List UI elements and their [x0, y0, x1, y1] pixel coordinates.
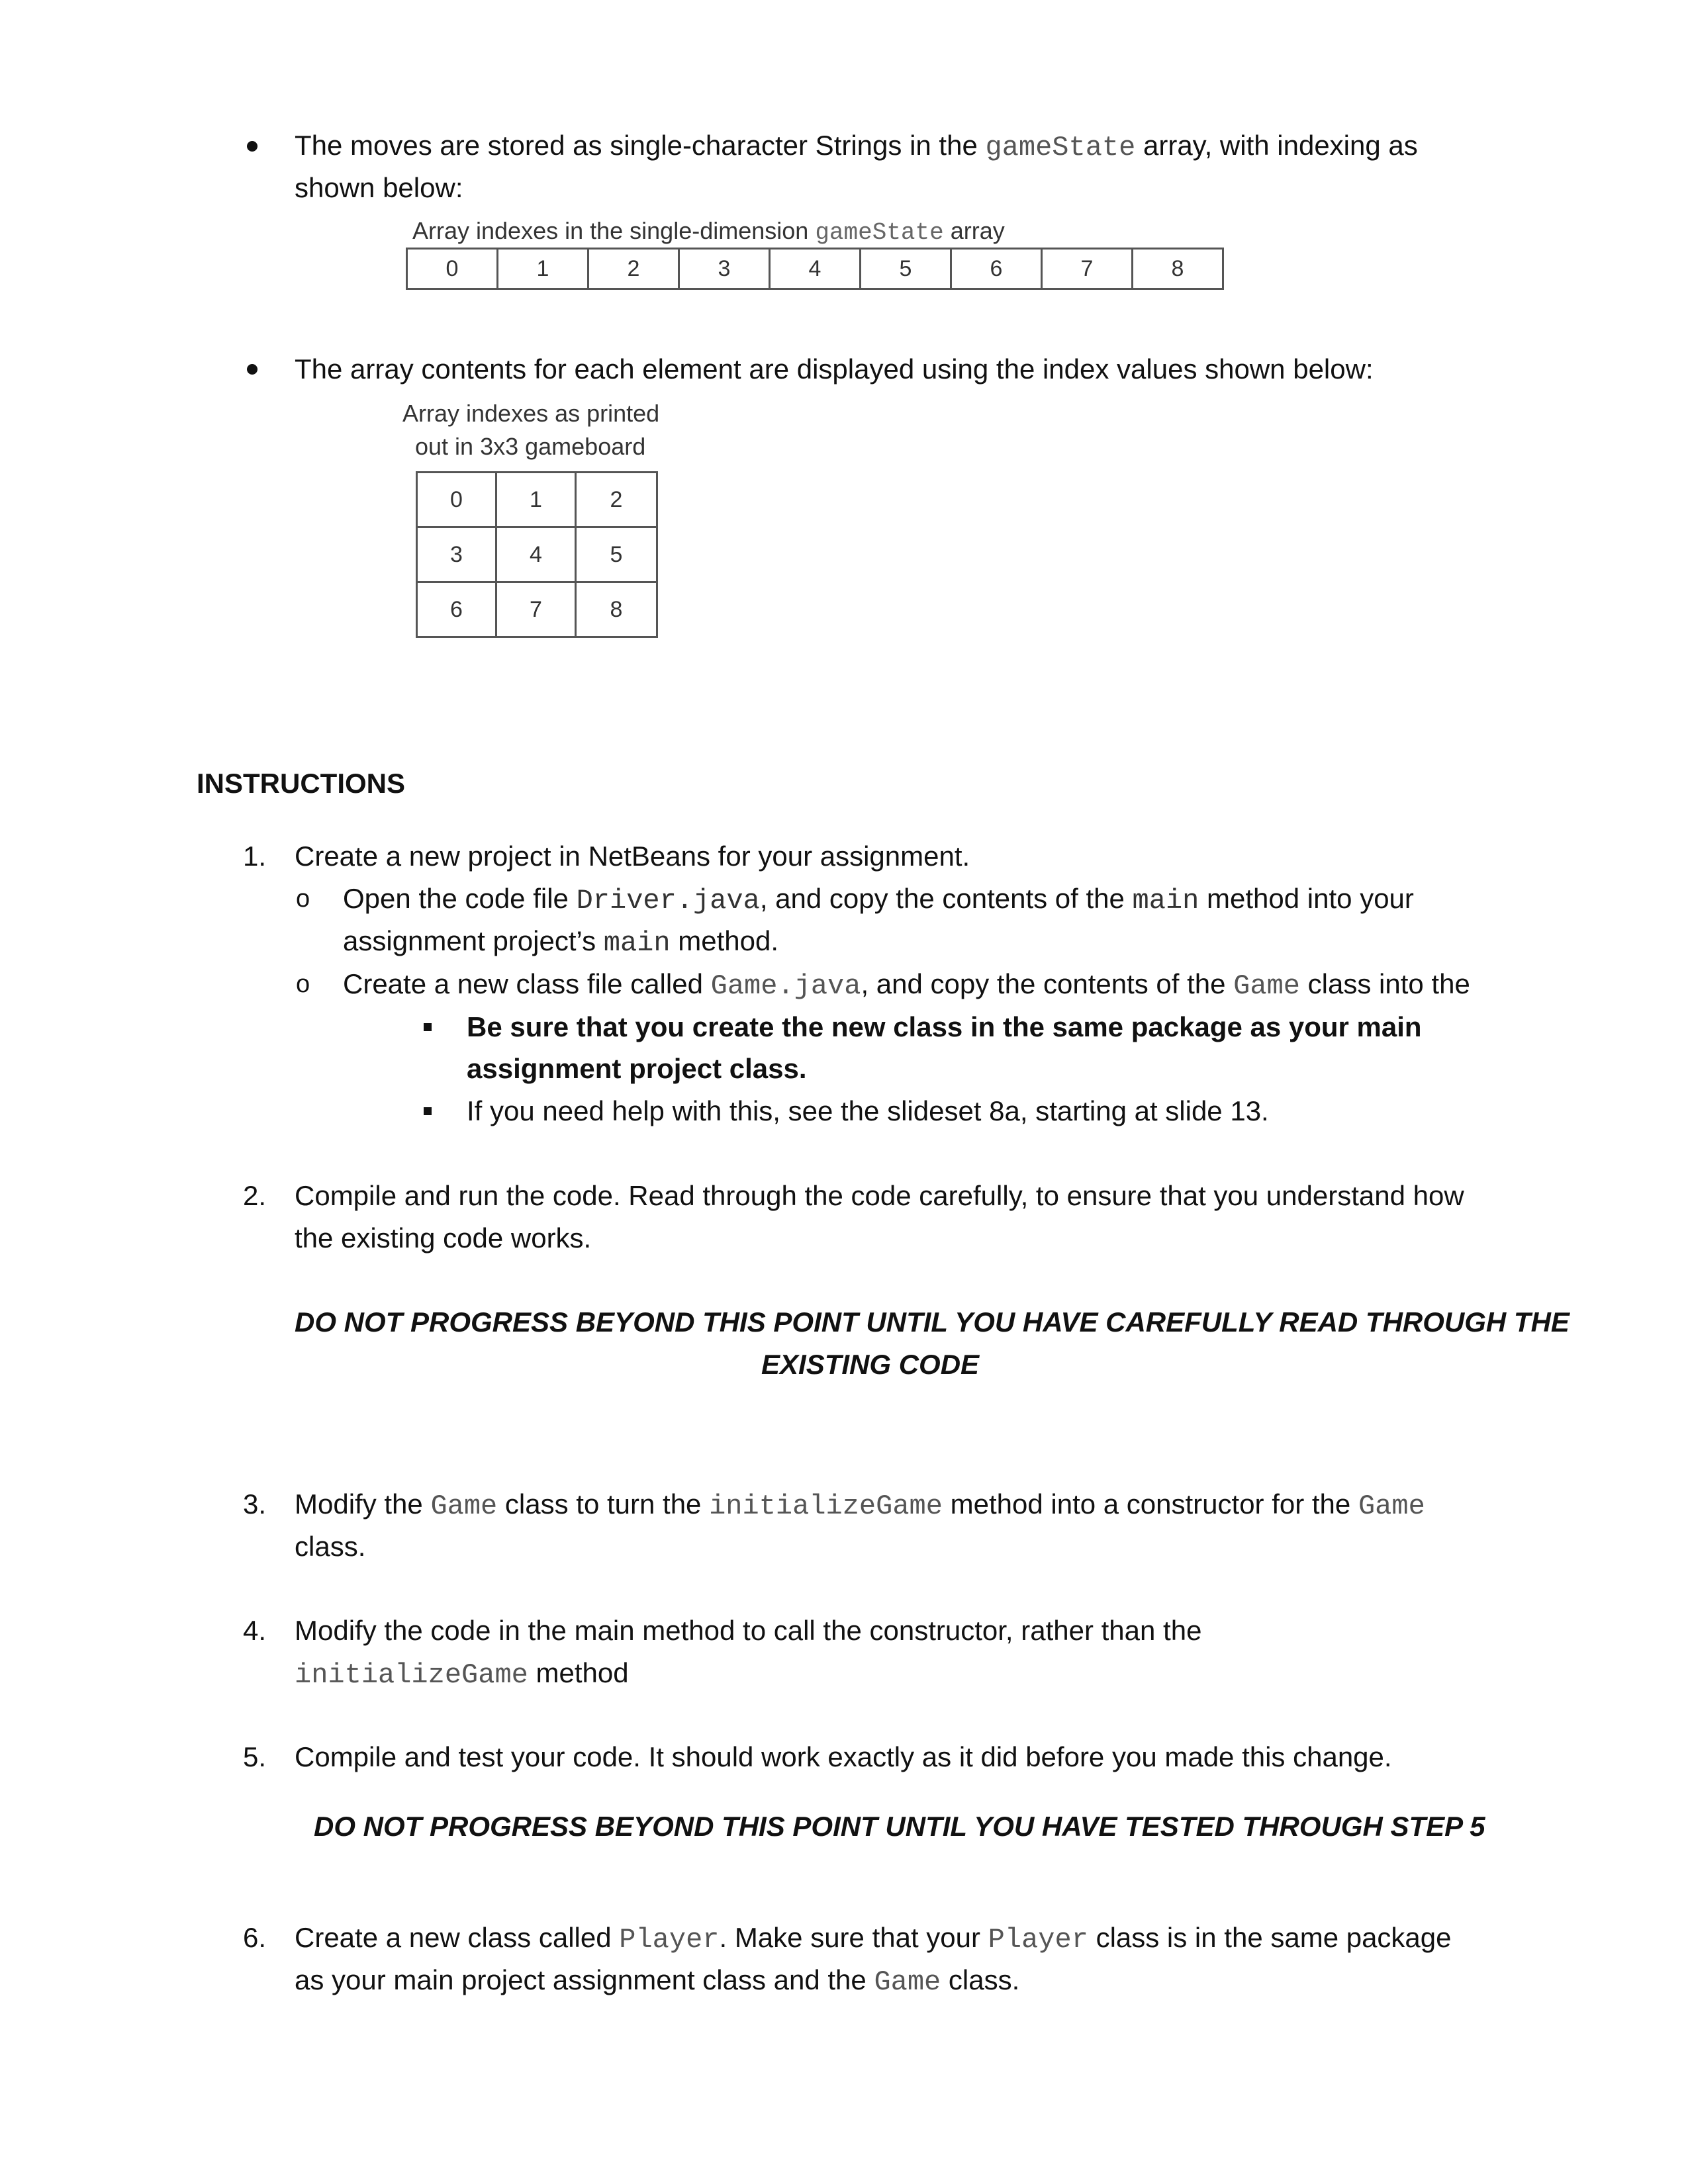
step-6-line-1 [295, 1917, 1452, 1961]
bullet-1-line-1 [295, 124, 1418, 169]
step-3-line-1 [295, 1483, 1425, 1527]
strip-cell: 1 [498, 250, 589, 288]
warning-1-line-2: EXISTING CODE [761, 1349, 980, 1380]
step-4-line-1: Modify the code in the main method to call the constructor, rather than the [295, 1615, 1202, 1646]
sub-2-text-c: class into the [1300, 968, 1470, 999]
sub-1-line2-text-a: assignment project’s [343, 925, 604, 956]
strip-cell: 3 [680, 250, 771, 288]
step-5-number: 5. [243, 1741, 267, 1772]
step-3-code-2: initializeGame [709, 1490, 943, 1522]
strip-caption-text-b: array [943, 217, 1005, 244]
grid-cell: 5 [577, 528, 656, 583]
step-2-line-1: Compile and run the code. Read through the code carefully, to ensure that you understand how [295, 1180, 1464, 1211]
strip-cell: 4 [771, 250, 861, 288]
strip-caption-text-a: Array indexes in the single-dimension [412, 217, 816, 244]
strip-cell: 0 [408, 250, 498, 288]
step-6-line2-text-a: as your main project assignment class and the [295, 1964, 874, 1995]
step-1-number: 1. [243, 841, 267, 872]
strip-cell: 2 [589, 250, 680, 288]
step-3-line-2: class. [295, 1531, 366, 1562]
step-2-line-2: the existing code works. [295, 1222, 592, 1253]
instructions-heading: INSTRUCTIONS [197, 768, 405, 799]
bullet-1-code: gameState [985, 132, 1136, 163]
sub-1-code-1: Driver.java [576, 885, 760, 917]
sub-2-text-b: , and copy the contents of the [861, 968, 1234, 999]
warning-1-line-1: DO NOT PROGRESS BEYOND THIS POINT UNTIL YOU HAVE CAREFULLY READ THROUGH THE [295, 1306, 1570, 1338]
strip-cell: 7 [1043, 250, 1133, 288]
grid-caption-line-2: out in 3x3 gameboard [415, 433, 646, 460]
grid-cell: 4 [497, 528, 577, 583]
sub-1-text-b: , and copy the contents of the [759, 883, 1133, 914]
grid-cell: 6 [418, 583, 497, 636]
step-4-line-2 [295, 1652, 629, 1696]
strip-caption [412, 217, 1005, 246]
step-4-number: 4. [243, 1615, 267, 1646]
warning-2: DO NOT PROGRESS BEYOND THIS POINT UNTIL YOU HAVE TESTED THROUGH STEP 5 [314, 1811, 1485, 1842]
square-bullet-2 [424, 1107, 432, 1115]
strip-cell: 5 [861, 250, 952, 288]
step-6-text-b: . Make sure that your [719, 1922, 988, 1953]
grid-cell: 7 [497, 583, 577, 636]
step-3-code-1: Game [430, 1490, 498, 1522]
sub-2-code-1: Game.java [710, 970, 861, 1002]
step-6-text-a: Create a new class called [295, 1922, 620, 1953]
bullet-1-text-b: array, with indexing as [1135, 130, 1418, 161]
bullet-1-text-a: The moves are stored as single-character Strings in the [295, 130, 986, 161]
step-3-text-c: method into a constructor for the [942, 1488, 1358, 1520]
step-5-text: Compile and test your code. It should work exactly as it did before you made this change. [295, 1741, 1392, 1772]
bullet-2-text: The array contents for each element are displayed using the index values shown below: [295, 353, 1374, 385]
step-1-sub-1-line-2 [343, 920, 778, 964]
sub-1-line2-text-b: method. [670, 925, 779, 956]
step-6-code-2: Player [988, 1924, 1088, 1956]
sub-bullet-marker-1: o [296, 885, 310, 913]
step-6-text-c: class is in the same package [1088, 1922, 1452, 1953]
index-strip [406, 248, 1224, 290]
step-3-text-b: class to turn the [497, 1488, 710, 1520]
step-3-text-a: Modify the [295, 1488, 431, 1520]
step-6-code-1: Player [619, 1924, 720, 1956]
strip-caption-code: gameState [815, 219, 944, 246]
grid-cell: 3 [418, 528, 497, 583]
grid-cell: 1 [497, 473, 577, 528]
sub-1-line2-code: main [603, 927, 671, 959]
step-6-number: 6. [243, 1922, 267, 1953]
bullet-dot-1 [247, 141, 258, 152]
step-1-subsub-2: If you need help with this, see the slideset 8a, starting at slide 13. [467, 1095, 1269, 1126]
grid-cell: 2 [577, 473, 656, 528]
grid-cell: 0 [418, 473, 497, 528]
step-1-sub-2-line-1 [343, 963, 1470, 1007]
step-1-sub-1-line-1 [343, 878, 1414, 922]
step-3-number: 3. [243, 1488, 267, 1520]
step-6-line-2 [295, 1959, 1019, 2003]
step-1-subsub-1-line-2: assignment project class. [467, 1053, 807, 1084]
sub-1-text-c: method into your [1199, 883, 1414, 914]
step-3-code-3: Game [1358, 1490, 1425, 1522]
step-4-line2-text: method [528, 1657, 629, 1688]
step-6-line2-code: Game [874, 1966, 941, 1998]
bullet-1-line-2: shown below: [295, 172, 463, 203]
grid-cell: 8 [610, 596, 623, 622]
sub-1-code-2: main [1132, 885, 1199, 917]
grid-caption-line-1: Array indexes as printed [402, 400, 660, 427]
sub-2-text-a: Create a new class file called [343, 968, 711, 999]
sub-bullet-marker-2: o [296, 970, 310, 998]
step-1-text: Create a new project in NetBeans for your assignment. [295, 841, 970, 872]
step-1-subsub-1-line-1: Be sure that you create the new class in the same package as your main [467, 1011, 1422, 1042]
gameboard-grid [416, 471, 658, 638]
strip-cell: 6 [952, 250, 1043, 288]
step-2-number: 2. [243, 1180, 267, 1211]
strip-cell: 8 [1171, 255, 1184, 281]
square-bullet-1 [424, 1023, 432, 1031]
sub-1-text-a: Open the code file [343, 883, 577, 914]
bullet-dot-2 [247, 364, 258, 375]
sub-2-code-2: Game [1233, 970, 1300, 1002]
step-6-line2-text-b: class. [941, 1964, 1020, 1995]
step-4-code: initializeGame [295, 1659, 528, 1691]
